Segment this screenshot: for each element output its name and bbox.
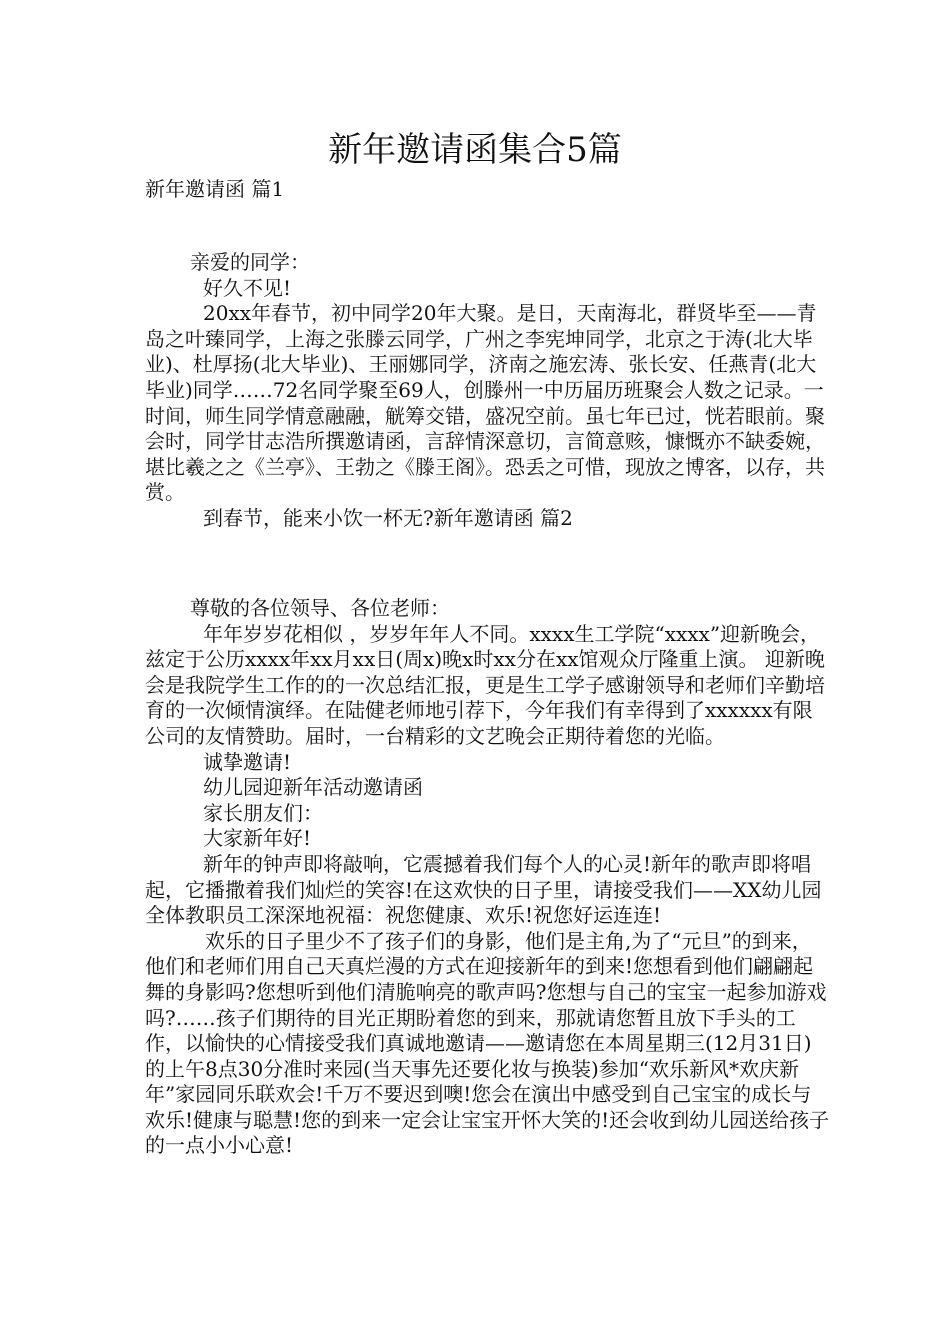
invitation-1 — [145, 250, 830, 532]
salutation: 家长朋友们： — [203, 800, 323, 825]
closing-line: 到春节，能来小饮一杯无?新年邀请函 篇2 — [203, 505, 573, 530]
paragraph: 20xx年春节，初中同学20年大聚。是日，天南海北，群贤毕至——青岛之叶臻同学，上海之张滕云同学，广州之李宪坤同学，北京之于涛(北大毕业)、杜厚扬(北大毕业)、王丽娜同学，济南之施宏涛、张长安、任燕青(北大毕业)同学……72名同学聚至69人，创滕州一中历届历班聚会人数之记录。一时间，师生同学情意融融，觥筹交错，盛况空前。虽七年已过，恍若眼前。聚会时，同学甘志浩所撰邀请函，言辞情深意切，言简意赅，慷慨亦不缺委婉，堪比羲之之《兰亭》、王勃之《滕王阁》。恐丢之可惜，现放之博客，以存，共赏。 — [145, 301, 825, 505]
paragraph: 新年的钟声即将敲响，它震撼着我们每个人的心灵!新年的歌声即将唱起，它播撒着我们灿烂的笑容!在这欢快的日子里，请接受我们——XX幼儿园全体教职员工深深地祝福：祝您健康、欢乐!祝您好运连连! — [145, 851, 822, 928]
invitation-2 — [145, 596, 830, 1159]
section-title: 幼儿园迎新年活动邀请函 — [203, 775, 423, 800]
section-heading-1: 新年邀请函 篇1 — [145, 177, 285, 201]
closing-line: 诚挚邀请! — [203, 749, 292, 774]
document-title: 新年邀请函集合5篇 — [328, 130, 622, 170]
paragraph: 欢乐的日子里少不了孩子们的身影，他们是主角,为了“元旦”的到来，他们和老师们用自己天真烂漫的方式在迎接新年的到来!您想看到他们翩翩起舞的身影吗?您想听到他们清脆响亮的歌声吗?您想与自己的宝宝一起参加游戏吗?……孩子们期待的目光正期盼着您的到来，那就请您暂且放下手头的工作，以愉快的心情接受我们真诚地邀请——邀请您在本周星期三(12月31日)的上午8点30分准时来园(当天事先还要化妆与换装)参加“欢乐新风*欢庆新年”家园同乐联欢会!千万不要迟到噢!您会在演出中感受到自己宝宝的成长与欢乐!健康与聪慧!您的到来一定会让宝宝开怀大笑的!还会收到幼儿园送给孩子的一点小小心意! — [145, 928, 830, 1158]
greeting: 好久不见! — [203, 275, 292, 300]
salutation: 尊敬的各位领导、各位老师： — [190, 596, 450, 620]
paragraph: 年年岁岁花相似 ，岁岁年年人不同。xxxx生工学院“xxxx”迎新晚会，兹定于公历xxxx年xx月xx日(周x)晚x时xx分在xx馆观众厅隆重上演。 迎新晚会是我院学生工作的的一次总结汇报，更是生工学子感谢领导和老师们辛勤培育的一次倾情演绎。在陆健老师地引荐下，今年我们有幸得到了xxxxxx有限公司的友情赞助。届时，一台精彩的文艺晚会正期待着您的光临。 — [145, 621, 825, 748]
greeting: 大家新年好! — [203, 826, 312, 851]
salutation: 亲爱的同学： — [190, 250, 310, 274]
